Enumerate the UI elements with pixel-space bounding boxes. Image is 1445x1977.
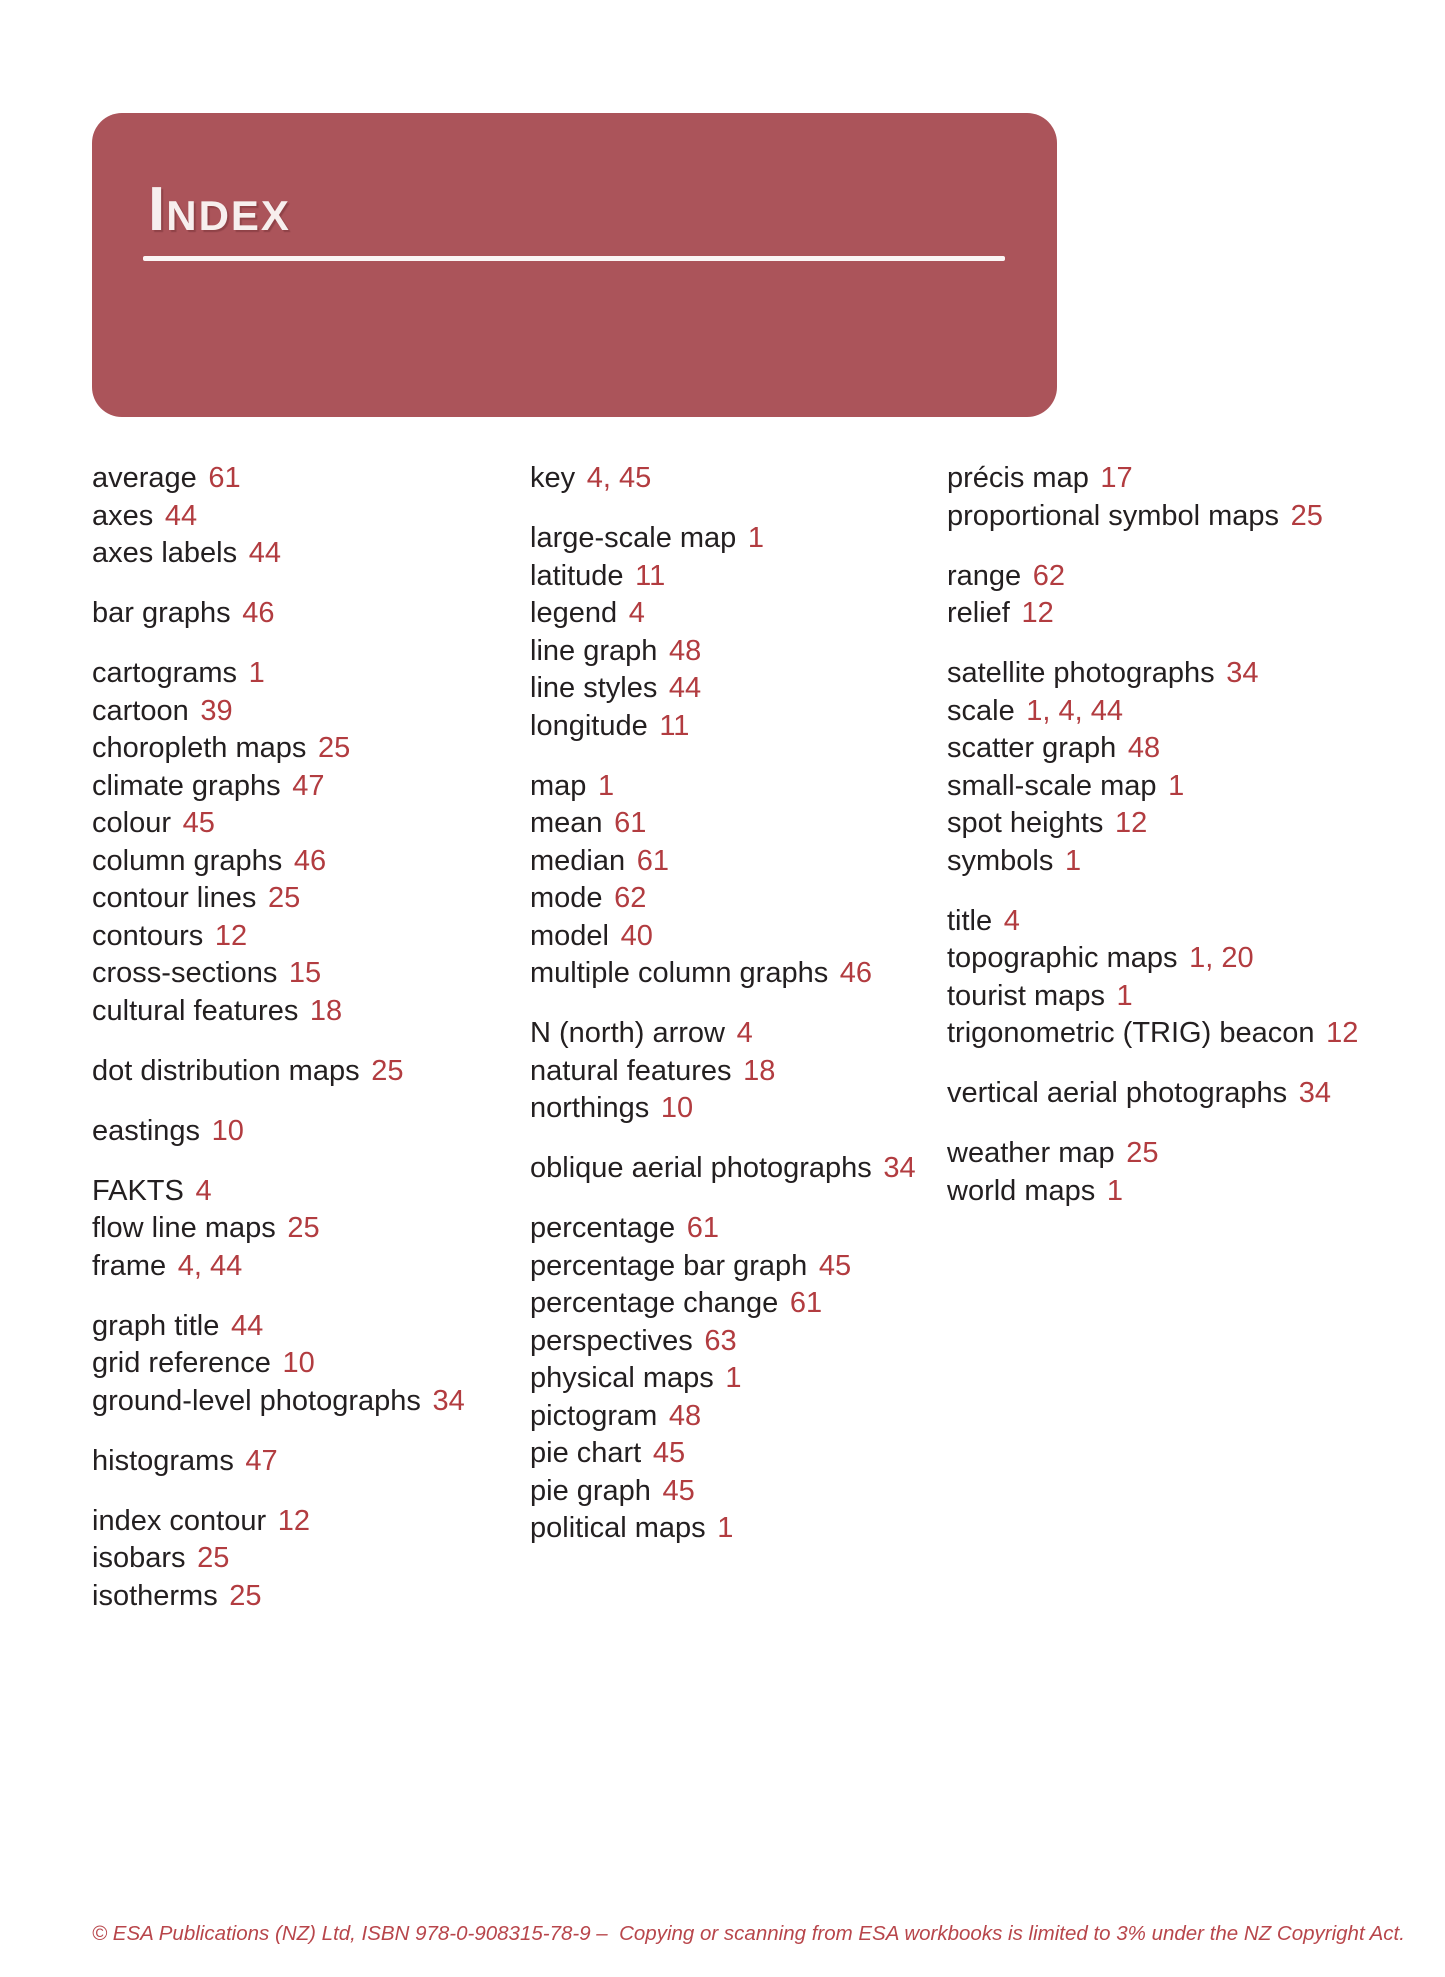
index-entry-term: latitude <box>530 559 624 592</box>
index-entry <box>947 805 1432 843</box>
index-entry <box>92 1053 517 1091</box>
index-entry-term: pie chart <box>530 1437 642 1469</box>
index-entry-term: axes <box>92 499 154 532</box>
index-entry <box>92 1443 517 1481</box>
index-entry-page-numbers: 34 <box>432 1384 465 1417</box>
index-entry <box>530 670 942 708</box>
index-entry-page-numbers: 25 <box>268 882 301 914</box>
index-entry-term: median <box>530 844 626 877</box>
index-entry-term: percentage bar graph <box>530 1249 808 1282</box>
index-entry-group <box>530 460 942 498</box>
index-entry <box>530 1285 942 1323</box>
index-entry-group <box>530 1150 942 1188</box>
index-entry <box>92 1578 517 1616</box>
index-entry-page-numbers: 15 <box>288 957 322 989</box>
page-title <box>148 175 291 244</box>
index-entry <box>530 1150 942 1188</box>
index-entry <box>92 1113 517 1151</box>
header-rule <box>143 256 1005 261</box>
index-entry-term: relief <box>947 597 1010 629</box>
index-entry-group <box>92 460 517 573</box>
index-entry-group <box>92 1503 517 1616</box>
index-entry-term: précis map <box>947 462 1089 494</box>
index-entry-term: bar graphs <box>92 597 231 629</box>
index-entry <box>530 1053 942 1091</box>
index-entry-term: scale <box>947 694 1015 727</box>
index-entry-term: ground-level photographs <box>92 1384 421 1417</box>
index-entry-group <box>947 1135 1432 1210</box>
index-entry <box>92 1383 517 1421</box>
index-entry-page-numbers: 45 <box>662 1474 695 1507</box>
index-entry-page-numbers: 12 <box>214 919 248 952</box>
index-entry-term: frame <box>92 1249 167 1282</box>
index-entry-page-numbers: 1 <box>1168 769 1185 802</box>
index-entry-group <box>92 655 517 1030</box>
index-entry <box>947 1015 1432 1053</box>
index-entry-page-numbers: 4 <box>195 1174 212 1207</box>
index-entry-term: northings <box>530 1092 650 1124</box>
index-entry-term: multiple column graphs <box>530 957 829 989</box>
index-entry <box>92 693 517 731</box>
index-entry-term: isobars <box>92 1542 186 1574</box>
index-entry-term: N (north) arrow <box>530 1017 725 1049</box>
index-entry-term: oblique aerial photographs <box>530 1152 872 1184</box>
index-entry-page-numbers: 25 <box>287 1212 320 1244</box>
index-entry-term: longitude <box>530 709 648 742</box>
index-entry-page-numbers: 48 <box>668 1399 702 1432</box>
index-entry-page-numbers: 18 <box>309 994 343 1027</box>
index-entry-page-numbers: 25 <box>197 1542 230 1574</box>
index-entry-page-numbers: 44 <box>230 1309 264 1342</box>
index-entry <box>530 1323 942 1361</box>
index-entry-page-numbers: 45 <box>652 1437 686 1469</box>
index-entry-page-numbers: 34 <box>1298 1077 1332 1109</box>
index-entry <box>530 708 942 746</box>
index-entry-page-numbers: 47 <box>292 769 325 802</box>
index-entry <box>92 730 517 768</box>
index-entry-page-numbers: 12 <box>1326 1017 1359 1049</box>
index-entry-page-numbers: 1 <box>248 657 265 689</box>
index-entry-term: large-scale map <box>530 522 737 554</box>
index-entry <box>92 880 517 918</box>
index-entry-group <box>947 655 1432 880</box>
index-entry-page-numbers: 46 <box>839 957 873 989</box>
index-entry-term: isotherms <box>92 1579 218 1612</box>
index-entry-term: symbols <box>947 844 1054 877</box>
index-entry <box>947 843 1432 881</box>
index-entry <box>947 903 1432 941</box>
index-entry-term: mode <box>530 882 603 914</box>
index-entry <box>92 1345 517 1383</box>
index-entry-group <box>92 1443 517 1481</box>
index-entry-term: key <box>530 462 576 494</box>
index-entry <box>92 1503 517 1541</box>
index-entry <box>947 1075 1432 1113</box>
index-entry-term: small-scale map <box>947 769 1157 802</box>
index-entry-page-numbers: 10 <box>282 1347 315 1379</box>
index-entry <box>92 805 517 843</box>
index-entry-term: range <box>947 559 1022 592</box>
index-entry-term: index contour <box>92 1504 267 1537</box>
index-entry-page-numbers: 25 <box>1126 1137 1159 1169</box>
index-entry <box>947 730 1432 768</box>
index-entry-page-numbers: 11 <box>635 559 666 592</box>
index-entry-page-numbers: 44 <box>248 537 281 569</box>
index-entry-page-numbers: 40 <box>620 919 653 952</box>
index-entry-page-numbers: 61 <box>636 844 669 877</box>
index-entry-page-numbers: 11 <box>659 709 690 742</box>
index-entry-term: world maps <box>947 1174 1096 1207</box>
index-column-3 <box>947 460 1432 1233</box>
index-entry-page-numbers: 44 <box>668 672 702 704</box>
index-entry <box>947 498 1432 536</box>
index-entry-term: political maps <box>530 1512 706 1544</box>
index-entry-page-numbers: 61 <box>208 462 241 494</box>
index-entry-page-numbers: 45 <box>818 1249 852 1282</box>
index-entry-page-numbers: 34 <box>883 1152 916 1184</box>
index-entry-page-numbers: 17 <box>1100 462 1133 494</box>
index-entry-page-numbers: 63 <box>704 1324 737 1357</box>
index-entry-term: choropleth maps <box>92 732 307 764</box>
index-entry-term: vertical aerial photographs <box>947 1077 1288 1109</box>
index-entry-term: cartoon <box>92 694 189 727</box>
index-entry <box>530 1090 942 1128</box>
index-entry-page-numbers: 1 <box>1116 979 1133 1012</box>
index-entry-page-numbers: 48 <box>668 634 702 667</box>
index-entry-term: perspectives <box>530 1324 693 1357</box>
index-entry-term: eastings <box>92 1114 201 1147</box>
index-entry <box>530 805 942 843</box>
index-entry <box>530 1015 942 1053</box>
index-entry-page-numbers: 25 <box>229 1579 262 1612</box>
index-entry-page-numbers: 1, 4, 44 <box>1026 694 1124 727</box>
index-entry-term: histograms <box>92 1444 234 1477</box>
index-entry <box>947 978 1432 1016</box>
index-entry <box>92 993 517 1031</box>
index-entry-page-numbers: 39 <box>200 694 233 727</box>
index-entry <box>92 768 517 806</box>
index-entry <box>92 955 517 993</box>
index-entry-term: spot heights <box>947 807 1104 839</box>
index-entry-group <box>92 1173 517 1286</box>
copyright-footer: © ESA Publications (NZ) Ltd, ISBN 978-0-908315-78-9 – Copying or scanning from ESA workbooks is limited to 3% under the NZ Copyright Act. <box>92 1922 1405 1945</box>
index-entry-group <box>530 1210 942 1548</box>
index-entry-term: pictogram <box>530 1399 658 1432</box>
index-entry-page-numbers: 48 <box>1127 732 1161 764</box>
index-entry-page-numbers: 25 <box>371 1054 404 1087</box>
index-entry <box>947 460 1432 498</box>
page-title-initial: I <box>148 175 167 244</box>
index-entry <box>530 768 942 806</box>
index-entry <box>530 558 942 596</box>
index-entry <box>92 1173 517 1211</box>
index-entry-term: contour lines <box>92 882 257 914</box>
index-entry-page-numbers: 4 <box>736 1017 753 1049</box>
index-entry <box>947 1135 1432 1173</box>
index-entry-page-numbers: 4, 45 <box>586 462 652 494</box>
index-entry-group <box>92 1308 517 1421</box>
index-entry-term: weather map <box>947 1137 1115 1169</box>
index-entry-term: dot distribution maps <box>92 1054 360 1087</box>
index-entry-term: model <box>530 919 609 952</box>
index-entry <box>530 633 942 671</box>
index-entry-term: scatter graph <box>947 732 1117 764</box>
index-entry-page-numbers: 1 <box>725 1362 742 1394</box>
index-entry-group <box>530 768 942 993</box>
index-entry <box>947 558 1432 596</box>
index-entry-page-numbers: 10 <box>211 1114 244 1147</box>
index-entry-term: climate graphs <box>92 769 281 802</box>
index-entry-group <box>947 1075 1432 1113</box>
index-entry <box>530 843 942 881</box>
index-column-1 <box>92 460 517 1638</box>
index-entry-page-numbers: 34 <box>1226 657 1259 689</box>
index-entry-term: title <box>947 904 993 937</box>
index-column-2 <box>530 460 942 1570</box>
index-entry-page-numbers: 4, 44 <box>177 1249 243 1282</box>
index-entry-term: average <box>92 462 197 494</box>
index-entry <box>530 520 942 558</box>
index-entry <box>947 940 1432 978</box>
index-entry <box>530 1248 942 1286</box>
index-entry-term: cultural features <box>92 994 299 1027</box>
index-entry-page-numbers: 18 <box>743 1054 776 1087</box>
index-entry-term: map <box>530 769 587 802</box>
index-entry-term: cartograms <box>92 657 238 689</box>
index-entry <box>530 1398 942 1436</box>
index-entry <box>92 498 517 536</box>
index-header-banner <box>92 113 1057 417</box>
index-entry-page-numbers: 12 <box>277 1504 310 1537</box>
index-entry <box>530 1510 942 1548</box>
index-entry-page-numbers: 45 <box>182 807 215 839</box>
index-entry-page-numbers: 1 <box>598 769 615 802</box>
index-entry-term: mean <box>530 807 603 839</box>
index-entry-term: satellite photographs <box>947 657 1215 689</box>
index-entry <box>92 595 517 633</box>
index-entry <box>92 460 517 498</box>
index-entry-group <box>947 558 1432 633</box>
index-entry-group <box>92 1113 517 1151</box>
index-entry-page-numbers: 46 <box>293 844 327 877</box>
index-entry-page-numbers: 61 <box>614 807 647 839</box>
index-entry-term: topographic maps <box>947 942 1178 974</box>
index-entry <box>947 595 1432 633</box>
index-entry <box>530 595 942 633</box>
index-entry-page-numbers: 61 <box>686 1212 719 1244</box>
index-entry-group <box>947 903 1432 1053</box>
index-entry-term: percentage change <box>530 1287 779 1319</box>
index-entry-term: column graphs <box>92 844 283 877</box>
index-entry <box>530 918 942 956</box>
index-entry <box>92 535 517 573</box>
index-entry-term: axes labels <box>92 537 238 569</box>
index-entry <box>92 1248 517 1286</box>
index-entry <box>530 460 942 498</box>
index-entry <box>530 955 942 993</box>
index-entry-term: proportional symbol maps <box>947 499 1280 532</box>
index-entry-term: physical maps <box>530 1362 714 1394</box>
index-entry-page-numbers: 1 <box>1064 844 1082 877</box>
index-entry <box>947 693 1432 731</box>
index-entry <box>92 843 517 881</box>
index-entry-page-numbers: 1 <box>747 522 765 554</box>
index-entry <box>530 1210 942 1248</box>
index-entry-term: trigonometric (TRIG) beacon <box>947 1017 1315 1049</box>
index-entry-group <box>947 460 1432 535</box>
index-entry <box>92 655 517 693</box>
index-entry-page-numbers: 25 <box>318 732 351 764</box>
index-entry <box>530 1435 942 1473</box>
index-entry-page-numbers: 1 <box>1106 1174 1124 1207</box>
index-entry-page-numbers: 10 <box>660 1092 694 1124</box>
index-entry <box>530 1473 942 1511</box>
index-entry-page-numbers: 61 <box>789 1287 823 1319</box>
index-entry <box>530 1360 942 1398</box>
index-entry-page-numbers: 1, 20 <box>1189 942 1254 974</box>
page-title-rest: NDEX <box>166 192 291 239</box>
index-entry-page-numbers: 62 <box>1032 559 1066 592</box>
index-entry-page-numbers: 1 <box>717 1512 734 1544</box>
index-entry-term: pie graph <box>530 1474 651 1507</box>
index-entry-page-numbers: 4 <box>628 597 645 629</box>
index-entry-page-numbers: 46 <box>242 597 275 629</box>
index-entry-term: grid reference <box>92 1347 271 1379</box>
index-entry <box>92 1308 517 1346</box>
index-entry-page-numbers: 62 <box>614 882 647 914</box>
index-entry <box>92 1210 517 1248</box>
index-entry-term: FAKTS <box>92 1174 184 1207</box>
index-entry-page-numbers: 12 <box>1114 807 1148 839</box>
index-entry-term: line graph <box>530 634 658 667</box>
index-entry-page-numbers: 4 <box>1003 904 1020 937</box>
index-entry-term: graph title <box>92 1309 220 1342</box>
index-entry-term: colour <box>92 807 171 839</box>
index-entry-term: cross-sections <box>92 957 278 989</box>
index-entry-term: percentage <box>530 1212 676 1244</box>
index-entry <box>947 1173 1432 1211</box>
index-entry-group <box>92 595 517 633</box>
index-entry-term: tourist maps <box>947 979 1105 1012</box>
index-entry-term: flow line maps <box>92 1212 276 1244</box>
index-entry-term: natural features <box>530 1054 732 1087</box>
index-entry <box>92 1540 517 1578</box>
index-entry-page-numbers: 44 <box>164 499 198 532</box>
index-entry-page-numbers: 47 <box>245 1444 278 1477</box>
index-entry-term: contours <box>92 919 204 952</box>
index-entry-group <box>530 520 942 745</box>
index-entry-group <box>92 1053 517 1091</box>
index-entry-term: legend <box>530 597 618 629</box>
index-entry <box>947 768 1432 806</box>
index-entry-page-numbers: 25 <box>1290 499 1323 532</box>
index-entry-page-numbers: 12 <box>1021 597 1054 629</box>
index-entry <box>92 918 517 956</box>
index-entry-group <box>530 1015 942 1128</box>
index-entry-term: line styles <box>530 672 658 704</box>
index-entry <box>530 880 942 918</box>
index-entry <box>947 655 1432 693</box>
